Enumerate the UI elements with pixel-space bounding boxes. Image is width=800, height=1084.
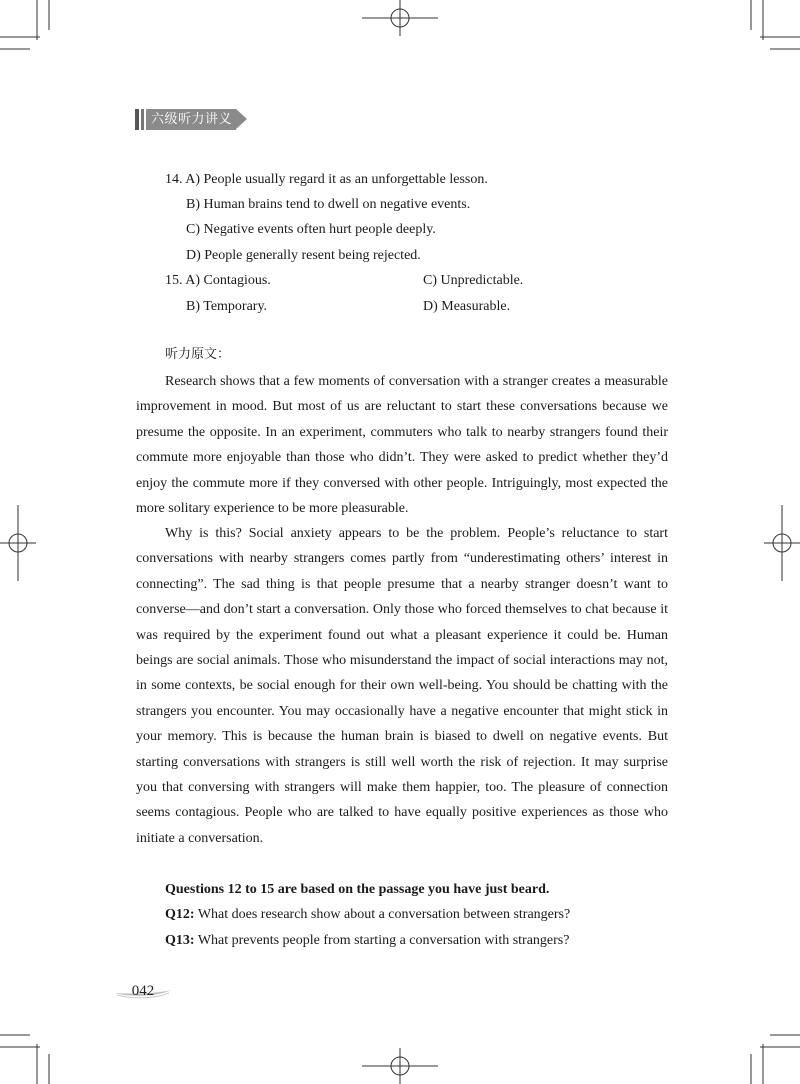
question-13 xyxy=(165,932,569,950)
question-13-label: Q13: xyxy=(165,933,195,948)
question-15-option-d: D) Measurable. xyxy=(423,299,511,314)
header-bar-decoration xyxy=(141,109,144,130)
question-15-option-b: B) Temporary. xyxy=(186,299,268,314)
question-14-option-b: B) Human brains tend to dwell on negative events. xyxy=(186,197,471,212)
question-12-text: What does research show about a conversation between strangers? xyxy=(197,907,571,922)
header-bar-decoration xyxy=(135,109,139,130)
header-title: 六级听力讲义 xyxy=(146,109,236,130)
question-14-option-c: C) Negative events often hurt people deeply. xyxy=(186,222,436,237)
header-arrow-icon xyxy=(236,109,247,129)
question-12 xyxy=(165,906,570,924)
page-number-badge xyxy=(115,982,171,1000)
transcript-label: 听力原文： xyxy=(165,347,231,362)
questions-intro: Questions 12 to 15 are based on the passage you have just beard. xyxy=(165,882,550,897)
transcript-paragraph: Research shows that a few moments of conversation with a stranger creates a measurable improvement in mood. But most of us are reluctant to start these conversations because we presume the opposite. In an experiment, commuters who talk to nearby strangers found their commute more enjoyable than those who didn’t. They were asked to predict whether they’d enjoy the commute more if they conversed with other people. Intriguingly, most expected the more solitary experience to be more pleasurable. xyxy=(136,374,668,517)
question-14-option-a: 14. A) People usually regard it as an unforgettable lesson. xyxy=(165,172,488,187)
page-number: 042 xyxy=(131,983,155,999)
transcript-paragraph: Why is this? Social anxiety appears to be the problem. People’s reluctance to start conversations with nearby strangers comes partly from “underestimating others’ interest in connecting”. The sad thing is that people presume that a nearby stranger doesn’t want to converse—and don’t start a conversation. Only those who forced themselves to chat because it was required by the experiment found out what a pleasant experience it could be. Human beings are social animals. Those who misunderstand the impact of social interactions may not, in some contexts, be social enough for their own well-being. You should be chatting with the strangers you encounter. You may occasionally have a negative encounter that might stick in your memory. This is because the human brain is biased to dwell on negative events. But starting conversations with strangers is still well worth the risk of rejection. It may surprise you that conversing with strangers will make them happier, too. The pleasure of connection seems contagious. People who are talked to have equally positive experiences as those who initiate a conversation. xyxy=(136,526,668,846)
question-12-label: Q12: xyxy=(165,907,195,922)
question-14-option-d: D) People generally resent being rejected. xyxy=(186,248,421,263)
question-15-option-a: 15. A) Contagious. xyxy=(165,273,271,288)
section-header-tag xyxy=(135,109,247,130)
question-13-text: What prevents people from starting a conversation with strangers? xyxy=(197,933,570,948)
question-15-option-c: C) Unpredictable. xyxy=(423,273,524,288)
